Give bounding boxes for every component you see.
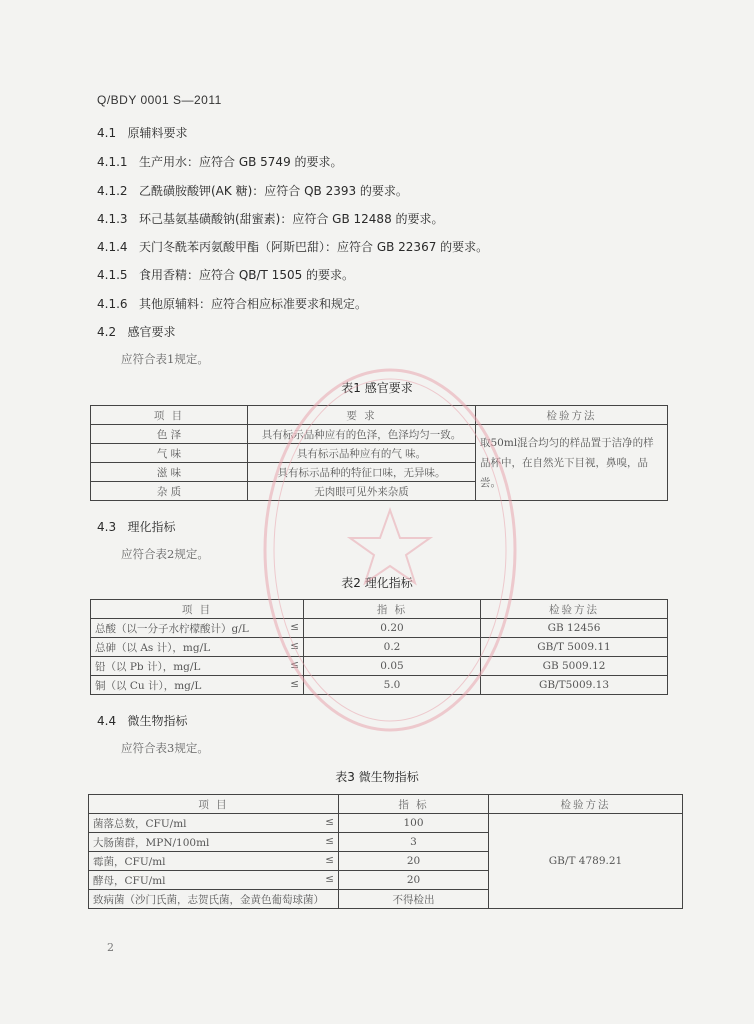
item-label: 酵母，CFU/ml bbox=[93, 874, 166, 887]
table-row bbox=[91, 425, 668, 444]
paragraph-table1-ref: 应符合表1规定。 bbox=[121, 352, 209, 366]
clause-text: 环己基氨基磺酸钠(甜蜜素)：应符合 GB 12488 的要求。 bbox=[139, 212, 444, 226]
clause-number: 4.1.6 bbox=[97, 297, 128, 311]
table-header-cell: 指 标 bbox=[304, 600, 481, 619]
requirement-cell: 无肉眼可见外来杂质 bbox=[248, 482, 476, 501]
item-cell bbox=[91, 676, 304, 695]
lte-symbol: ≤ bbox=[325, 834, 334, 847]
item-label: 总砷（以 As 计），mg/L bbox=[95, 641, 211, 654]
table-row bbox=[91, 619, 668, 638]
clause-text: 生产用水：应符合 GB 5749 的要求。 bbox=[139, 155, 343, 169]
table-header-cell: 项 目 bbox=[91, 600, 304, 619]
value-cell: 20 bbox=[339, 852, 489, 871]
item-label: 总酸（以一分子水柠檬酸计）g/L bbox=[95, 622, 249, 635]
clause-text: 天门冬酰苯丙氨酸甲酯（阿斯巴甜）：应符合 GB 22367 的要求。 bbox=[139, 240, 489, 254]
clause-4-4 bbox=[97, 712, 188, 729]
item-cell bbox=[91, 619, 304, 638]
clause-number: 4.3 bbox=[97, 520, 117, 534]
method-cell: GB/T5009.13 bbox=[481, 676, 668, 695]
method-cell: 取50ml混合均匀的样品置于洁净的样品杯中，在自然光下目视，鼻嗅，品尝。 bbox=[476, 425, 668, 501]
table3-microbiological bbox=[88, 794, 683, 909]
item-label: 铜（以 Cu 计），mg/L bbox=[95, 679, 202, 692]
clause-4-1-6 bbox=[97, 295, 367, 312]
clause-number: 4.1.5 bbox=[97, 268, 128, 282]
clause-text: 感官要求 bbox=[127, 325, 176, 339]
method-cell: GB/T 4789.21 bbox=[489, 814, 683, 909]
clause-text: 乙酰磺胺酸钾(AK 糖)：应符合 QB 2393 的要求。 bbox=[139, 184, 408, 198]
clause-number: 4.1.2 bbox=[97, 184, 128, 198]
item-label: 菌落总数，CFU/ml bbox=[93, 817, 187, 830]
clause-text: 食用香精：应符合 QB/T 1505 的要求。 bbox=[139, 268, 355, 282]
table-row bbox=[89, 814, 683, 833]
item-cell bbox=[89, 852, 339, 871]
method-cell: GB 5009.12 bbox=[481, 657, 668, 676]
table2-caption: 表2 理化指标 bbox=[341, 576, 413, 590]
table-header-row bbox=[89, 795, 683, 814]
table-header-cell: 检验方法 bbox=[481, 600, 668, 619]
clause-4-1-1 bbox=[97, 153, 343, 170]
item-cell: 滋 味 bbox=[91, 463, 248, 482]
clause-text: 其他原辅料：应符合相应标准要求和规定。 bbox=[139, 297, 368, 311]
table-header-row bbox=[91, 406, 668, 425]
table-row bbox=[91, 657, 668, 676]
item-cell bbox=[89, 814, 339, 833]
item-cell: 色 泽 bbox=[91, 425, 248, 444]
table-header-cell: 指 标 bbox=[339, 795, 489, 814]
clause-4-2 bbox=[97, 323, 176, 340]
requirement-cell: 具有标示品种应有的色泽，色泽均匀一致。 bbox=[248, 425, 476, 444]
lte-symbol: ≤ bbox=[325, 815, 334, 828]
table-row bbox=[91, 638, 668, 657]
clause-number: 4.4 bbox=[97, 714, 117, 728]
table-header-cell: 项 目 bbox=[91, 406, 248, 425]
seal-star-icon bbox=[350, 510, 430, 583]
item-label: 霉菌，CFU/ml bbox=[93, 855, 166, 868]
clause-4-1-2 bbox=[97, 182, 408, 199]
value-cell: 3 bbox=[339, 833, 489, 852]
clause-number: 4.1.1 bbox=[97, 155, 128, 169]
table3-caption: 表3 微生物指标 bbox=[335, 770, 419, 784]
clause-text: 原辅料要求 bbox=[127, 126, 188, 140]
method-cell: GB/T 5009.11 bbox=[481, 638, 668, 657]
value-cell: 0.2 bbox=[304, 638, 481, 657]
value-cell: 不得检出 bbox=[339, 890, 489, 909]
item-cell: 气 味 bbox=[91, 444, 248, 463]
item-cell bbox=[91, 657, 304, 676]
clause-number: 4.2 bbox=[97, 325, 117, 339]
table2-physicochemical bbox=[90, 599, 668, 695]
table1-caption: 表1 感官要求 bbox=[341, 381, 413, 395]
item-label: 铅（以 Pb 计），mg/L bbox=[95, 660, 201, 673]
value-cell: 0.05 bbox=[304, 657, 481, 676]
clause-text: 微生物指标 bbox=[127, 714, 188, 728]
item-label: 致病菌（沙门氏菌，志贺氏菌，金黄色葡萄球菌） bbox=[93, 893, 324, 906]
item-cell bbox=[89, 890, 339, 909]
item-cell bbox=[89, 871, 339, 890]
clause-text: 理化指标 bbox=[127, 520, 176, 534]
lte-symbol: ≤ bbox=[290, 620, 299, 633]
item-cell: 杂 质 bbox=[91, 482, 248, 501]
clause-4-1 bbox=[97, 124, 188, 141]
table-row bbox=[91, 676, 668, 695]
value-cell: 100 bbox=[339, 814, 489, 833]
item-cell bbox=[89, 833, 339, 852]
clause-4-1-5 bbox=[97, 266, 354, 283]
lte-symbol: ≤ bbox=[290, 639, 299, 652]
item-cell bbox=[91, 638, 304, 657]
page-number: 2 bbox=[107, 941, 114, 954]
table-header-cell: 项 目 bbox=[89, 795, 339, 814]
table-header-cell: 检验方法 bbox=[489, 795, 683, 814]
item-label: 大肠菌群，MPN/100ml bbox=[93, 836, 210, 849]
lte-symbol: ≤ bbox=[325, 872, 334, 885]
clause-number: 4.1.3 bbox=[97, 212, 128, 226]
clause-4-1-4 bbox=[97, 238, 488, 255]
clause-number: 4.1.4 bbox=[97, 240, 128, 254]
lte-symbol: ≤ bbox=[290, 658, 299, 671]
lte-symbol: ≤ bbox=[325, 853, 334, 866]
value-cell: 0.20 bbox=[304, 619, 481, 638]
requirement-cell: 具有标示品种的特征口味，无异味。 bbox=[248, 463, 476, 482]
clause-4-1-3 bbox=[97, 210, 444, 227]
paragraph-table2-ref: 应符合表2规定。 bbox=[121, 547, 209, 561]
lte-symbol: ≤ bbox=[290, 677, 299, 690]
clause-4-3 bbox=[97, 518, 176, 535]
value-cell: 5.0 bbox=[304, 676, 481, 695]
table-header-row bbox=[91, 600, 668, 619]
method-cell: GB 12456 bbox=[481, 619, 668, 638]
clause-number: 4.1 bbox=[97, 126, 117, 140]
requirement-cell: 具有标示品种应有的气 味。 bbox=[248, 444, 476, 463]
table1-sensory bbox=[90, 405, 668, 501]
standard-code: Q/BDY 0001 S—2011 bbox=[97, 93, 222, 107]
value-cell: 20 bbox=[339, 871, 489, 890]
table-header-cell: 要 求 bbox=[248, 406, 476, 425]
paragraph-table3-ref: 应符合表3规定。 bbox=[121, 741, 209, 755]
table-header-cell: 检验方法 bbox=[476, 406, 668, 425]
